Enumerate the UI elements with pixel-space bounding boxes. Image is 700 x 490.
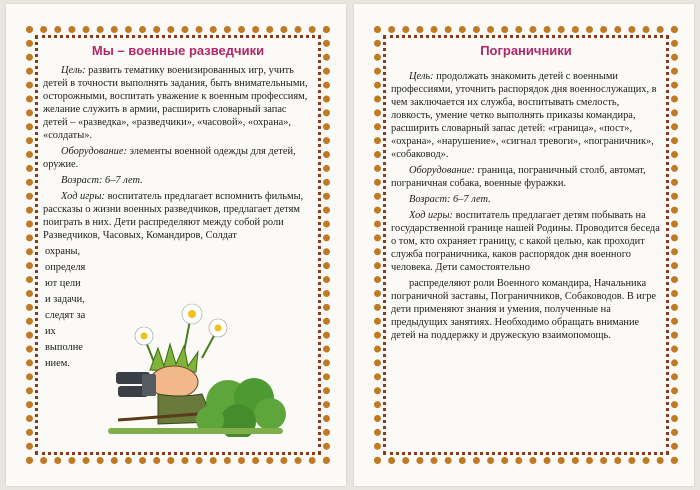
left-equipment-label: Оборудование:: [61, 146, 127, 157]
left-course: [43, 190, 313, 242]
left-tail-line: охраны,: [45, 246, 81, 257]
left-tail-line: и задачи,: [45, 294, 85, 305]
left-goal-label: Цель:: [61, 65, 86, 76]
scout-illustration: [98, 302, 288, 437]
left-goal-text: развить тематику военизированных игр, учить детей в точности выполнять задания, быть внимательными, осторожными, воспитать уважение к военным профессиям, желание служить в армии, расширить словарный запас детей – «разведка», «разведчики», «часовой», «охрана», «солдаты».: [43, 65, 308, 141]
right-equipment: [391, 164, 661, 190]
right-card-frame: [374, 26, 678, 464]
right-goal-label: Цель:: [409, 71, 434, 82]
right-course-continued: распределяют роли Военного командира, Начальника пограничной заставы, Пограничников, Собаководов. В игре дети применяют знания и умения, полученные на предыдущих занятиях. Необходимо обращать внимание детей на поддержку и дружескую взаимопомощь.: [391, 278, 657, 341]
left-card-title: Мы – военные разведчики: [91, 43, 265, 58]
right-course-text: воспитатель предлагает детям побывать на государственной границе нашей Родины. Проводится беседа о том, кто охраняет границу, с какой целью, как проходит служба пограничника, каков распорядок дня военного человека. Дети самостоятельно: [391, 210, 660, 273]
left-tail-line: выполне: [45, 342, 83, 353]
right-card-title: Пограничники: [480, 43, 572, 58]
left-goal: [43, 64, 313, 142]
left-card: [6, 4, 346, 486]
right-course: [391, 209, 661, 274]
right-equipment-label: Оборудование:: [409, 165, 475, 176]
left-course-text: воспитатель предлагает вспомнить фильмы, рассказы о жизни военных разведчиков, предлагает детям поиграть в них. Дети распределяют между собой роли Разведчиков, Часовых, Командиров, Солдат: [43, 191, 304, 241]
left-equipment-text: элементы военной одежды для детей, оружие.: [43, 146, 296, 170]
left-tail-line: следят за: [45, 310, 86, 321]
left-tail-line: их: [45, 326, 56, 337]
left-age: Возраст: 6–7 лет.: [61, 175, 143, 186]
right-goal-text: продолжать знакомить детей с военными профессиями, уточнить распорядок дня военнослужащих, в чем заключается их служба, воспитывать смелость, ловкость, умение четко выполнять приказы командира, расширить словарный запас детей: «граница», «пост», «охрана», «нарушение», «сигнал тревоги», «пограничник», «собаковод».: [391, 71, 657, 160]
left-tail-line: определя: [45, 262, 86, 273]
right-course-label: Ход игры:: [409, 210, 453, 221]
right-goal: [391, 70, 661, 161]
right-card: [354, 4, 694, 486]
right-equipment-text: граница, пограничный столб, автомат, пограничная собака, военные фуражки.: [391, 165, 646, 189]
left-equipment: [43, 145, 313, 171]
binoculars-icon: [116, 372, 156, 397]
right-age: Возраст: 6–7 лет.: [409, 194, 491, 205]
left-tail-line: нием.: [45, 358, 70, 369]
left-tail-line: ют цели: [45, 278, 81, 289]
left-course-label: Ход игры:: [61, 191, 105, 202]
